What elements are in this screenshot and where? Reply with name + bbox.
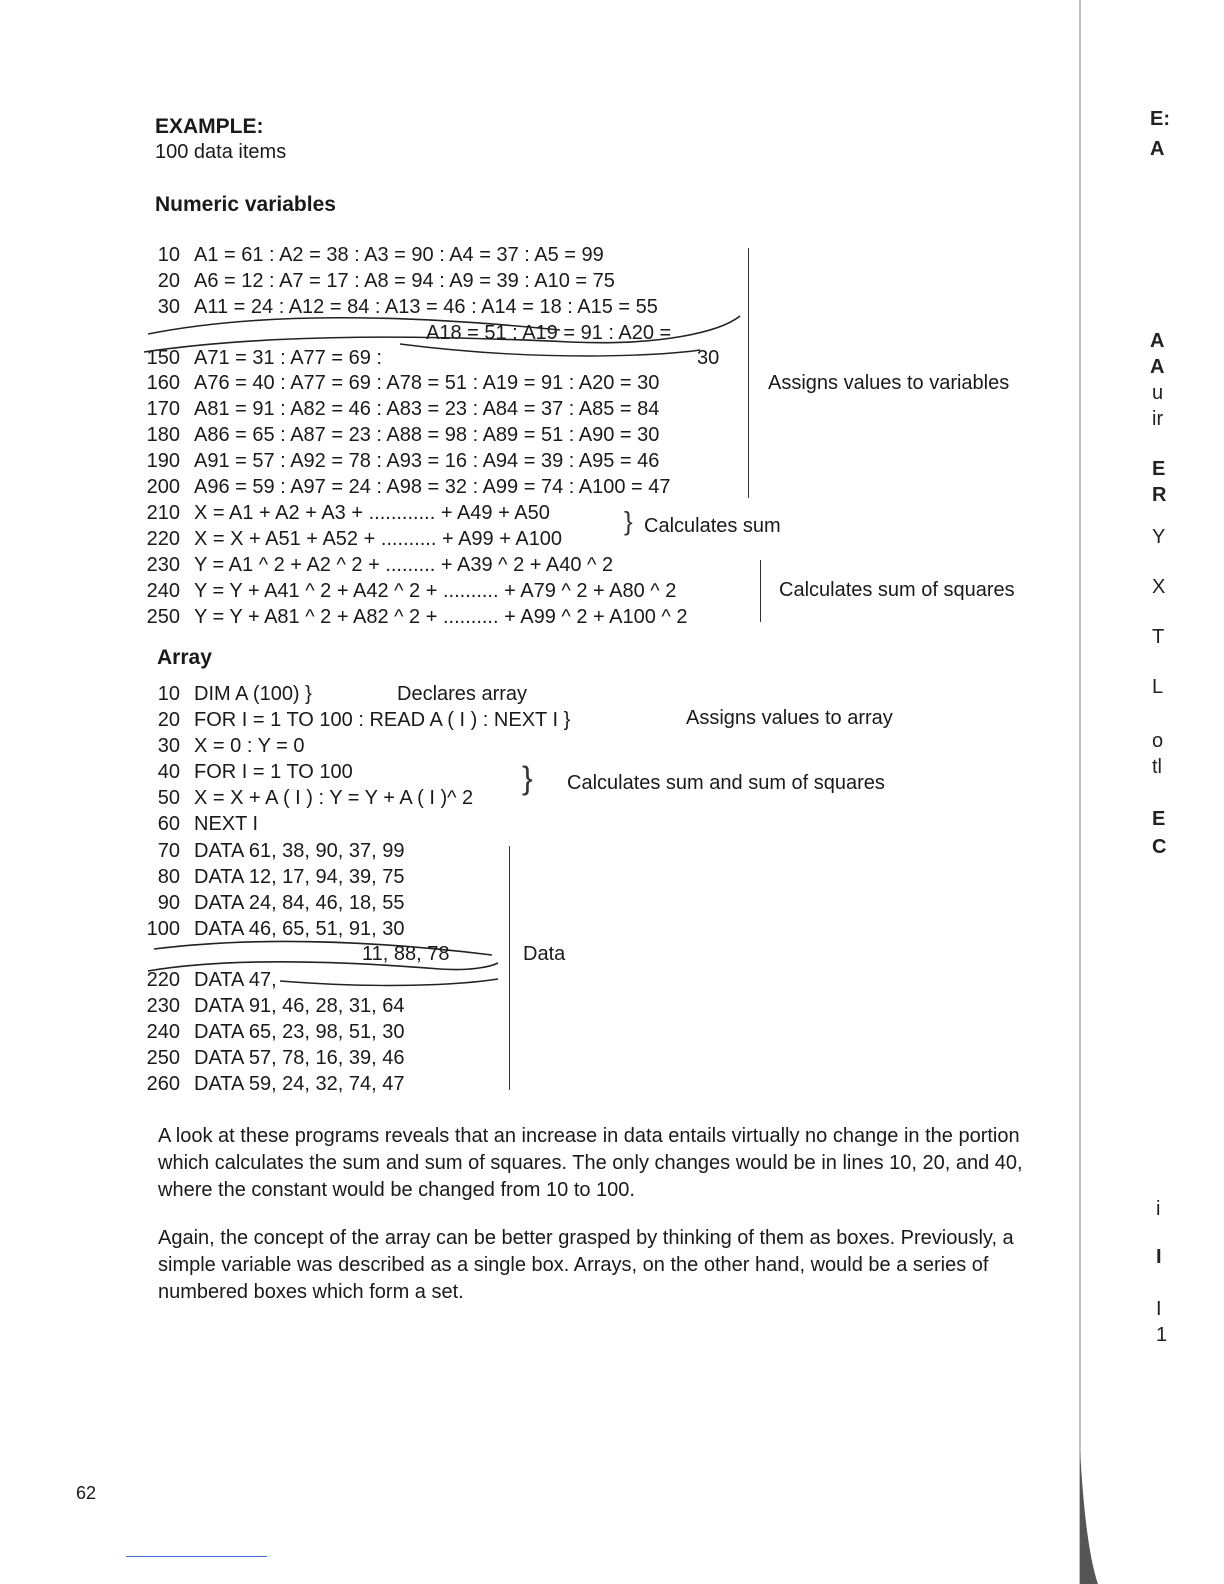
numeric-variables-heading: Numeric variables bbox=[155, 193, 336, 216]
note-calculates-sum-squares: Calculates sum and sum of squares bbox=[567, 772, 885, 794]
code-line: 250 DATA 57, 78, 16, 39, 46 bbox=[146, 1047, 405, 1069]
margin-letter: I bbox=[1156, 1298, 1162, 1320]
code-line: 150 A71 = 31 : A77 = 69 : bbox=[146, 347, 382, 369]
brace-data bbox=[509, 846, 510, 1090]
brace-calc: } bbox=[522, 760, 533, 796]
code-line: 230 Y = A1 ^ 2 + A2 ^ 2 + ......... + A39 ^ 2 + A40 ^ 2 bbox=[146, 554, 614, 576]
code-line: 70 DATA 61, 38, 90, 37, 99 bbox=[157, 840, 405, 862]
margin-letter: T bbox=[1152, 626, 1165, 648]
code-line: 60 NEXT I bbox=[157, 813, 259, 835]
code-line: 80 DATA 12, 17, 94, 39, 75 bbox=[157, 866, 405, 888]
paragraph: A look at these programs reveals that an increase in data entails virtually no change in the portion which calculates the sum and sum of squares. The only changes would be in lines 10, 20, and 40, where the constant would be changed from 10 to 100. bbox=[158, 1125, 1023, 1201]
margin-letter: E bbox=[1152, 458, 1166, 480]
margin-letter: ir bbox=[1152, 408, 1164, 430]
margin-letter: R bbox=[1152, 484, 1167, 506]
margin-letter: X bbox=[1152, 576, 1166, 598]
code-line: 20 A6 = 12 : A7 = 17 : A8 = 94 : A9 = 39 : A10 = 75 bbox=[157, 270, 615, 292]
margin-letter: tl bbox=[1152, 756, 1162, 778]
note-data: Data bbox=[523, 943, 566, 965]
code-line: 50 X = X + A ( I ) : Y = Y + A ( I )^ 2 bbox=[157, 787, 474, 809]
code-line: 240 Y = Y + A41 ^ 2 + A42 ^ 2 + .......... + A79 ^ 2 + A80 ^ 2 bbox=[146, 580, 677, 602]
code-line: 200 A96 = 59 : A97 = 24 : A98 = 32 : A99 = 74 : A100 = 47 bbox=[146, 476, 671, 498]
code-line: 30 A11 = 24 : A12 = 84 : A13 = 46 : A14 = 18 : A15 = 55 bbox=[157, 296, 658, 318]
margin-letter: A bbox=[1150, 330, 1165, 352]
code-line: 220 X = X + A51 + A52 + .......... + A99 + A100 bbox=[146, 528, 563, 550]
margin-letter: Y bbox=[1152, 526, 1166, 548]
margin-letter: A bbox=[1150, 356, 1165, 378]
page-number: 62 bbox=[76, 1483, 97, 1503]
margin-letter: L bbox=[1152, 676, 1164, 698]
torn-fragment: 11, 88, 78 bbox=[362, 943, 450, 965]
torn-paper-wave bbox=[140, 935, 510, 995]
example-heading: EXAMPLE: bbox=[155, 115, 264, 138]
code-line: 40 FOR I = 1 TO 100 bbox=[157, 761, 353, 783]
margin-letter: o bbox=[1152, 730, 1164, 752]
margin-letter: i bbox=[1156, 1198, 1161, 1220]
brace-squares bbox=[760, 560, 761, 622]
margin-letter: E bbox=[1152, 808, 1166, 830]
code-line: 10 DIM A (100) } bbox=[157, 683, 312, 705]
margin-letter: I bbox=[1156, 1246, 1162, 1268]
note-assigns-values: Assigns values to variables bbox=[768, 372, 1010, 394]
code-line: 190 A91 = 57 : A92 = 78 : A93 = 16 : A94 = 39 : A95 = 46 bbox=[146, 450, 660, 472]
code-line: 160 A76 = 40 : A77 = 69 : A78 = 51 : A19 = 91 : A20 = 30 bbox=[146, 372, 660, 394]
code-line: 10 A1 = 61 : A2 = 38 : A3 = 90 : A4 = 37 : A5 = 99 bbox=[157, 244, 604, 266]
code-line: 30 X = 0 : Y = 0 bbox=[157, 735, 305, 757]
note-declares-array: Declares array bbox=[397, 683, 528, 705]
margin-letter: A bbox=[1150, 138, 1165, 160]
torn-paper-wave bbox=[140, 312, 750, 372]
code-line: 210 X = A1 + A2 + A3 + ............ + A49 + A50 bbox=[146, 502, 550, 524]
brace-sum: } bbox=[624, 506, 633, 536]
margin-letter: 1 bbox=[1156, 1324, 1168, 1346]
margin-letter: C bbox=[1152, 836, 1167, 858]
paragraph: Again, the concept of the array can be better grasped by thinking of them as boxes. Previously, a simple variable was described as a single box. Arrays, on the other hand, would be a series of numbered boxes which form a set. bbox=[158, 1227, 1014, 1303]
page-binding-shadow bbox=[1068, 0, 1098, 1584]
code-line: 240 DATA 65, 23, 98, 51, 30 bbox=[146, 1021, 405, 1043]
code-line: 170 A81 = 91 : A82 = 46 : A83 = 23 : A84 = 37 : A85 = 84 bbox=[146, 398, 660, 420]
brace-assign bbox=[748, 248, 749, 498]
code-line: 250 Y = Y + A81 ^ 2 + A82 ^ 2 + .......... + A99 ^ 2 + A100 ^ 2 bbox=[146, 606, 688, 628]
note-calculates-sum: Calculates sum bbox=[644, 515, 781, 537]
torn-fragment: 30 bbox=[697, 347, 720, 369]
code-line: 90 DATA 24, 84, 46, 18, 55 bbox=[157, 892, 405, 914]
code-line: 220 DATA 47, bbox=[146, 969, 277, 991]
footnote-rule bbox=[126, 1556, 267, 1557]
example-subheading: 100 data items bbox=[155, 141, 287, 163]
code-line: 230 DATA 91, 46, 28, 31, 64 bbox=[146, 995, 405, 1017]
note-assigns-array: Assigns values to array bbox=[686, 707, 893, 729]
margin-letter: u bbox=[1152, 382, 1164, 404]
code-line: 180 A86 = 65 : A87 = 23 : A88 = 98 : A89 = 51 : A90 = 30 bbox=[146, 424, 660, 446]
margin-letter: E: bbox=[1150, 108, 1170, 130]
torn-fragment: A18 = 51 : A19 = 91 : A20 = bbox=[426, 322, 672, 344]
note-sum-squares: Calculates sum of squares bbox=[779, 579, 1015, 601]
array-heading: Array bbox=[157, 646, 212, 669]
code-line: 260 DATA 59, 24, 32, 74, 47 bbox=[146, 1073, 405, 1095]
code-line: 100 DATA 46, 65, 51, 91, 30 bbox=[146, 918, 405, 940]
code-line: 20 FOR I = 1 TO 100 : READ A ( I ) : NEXT I } bbox=[157, 709, 571, 731]
